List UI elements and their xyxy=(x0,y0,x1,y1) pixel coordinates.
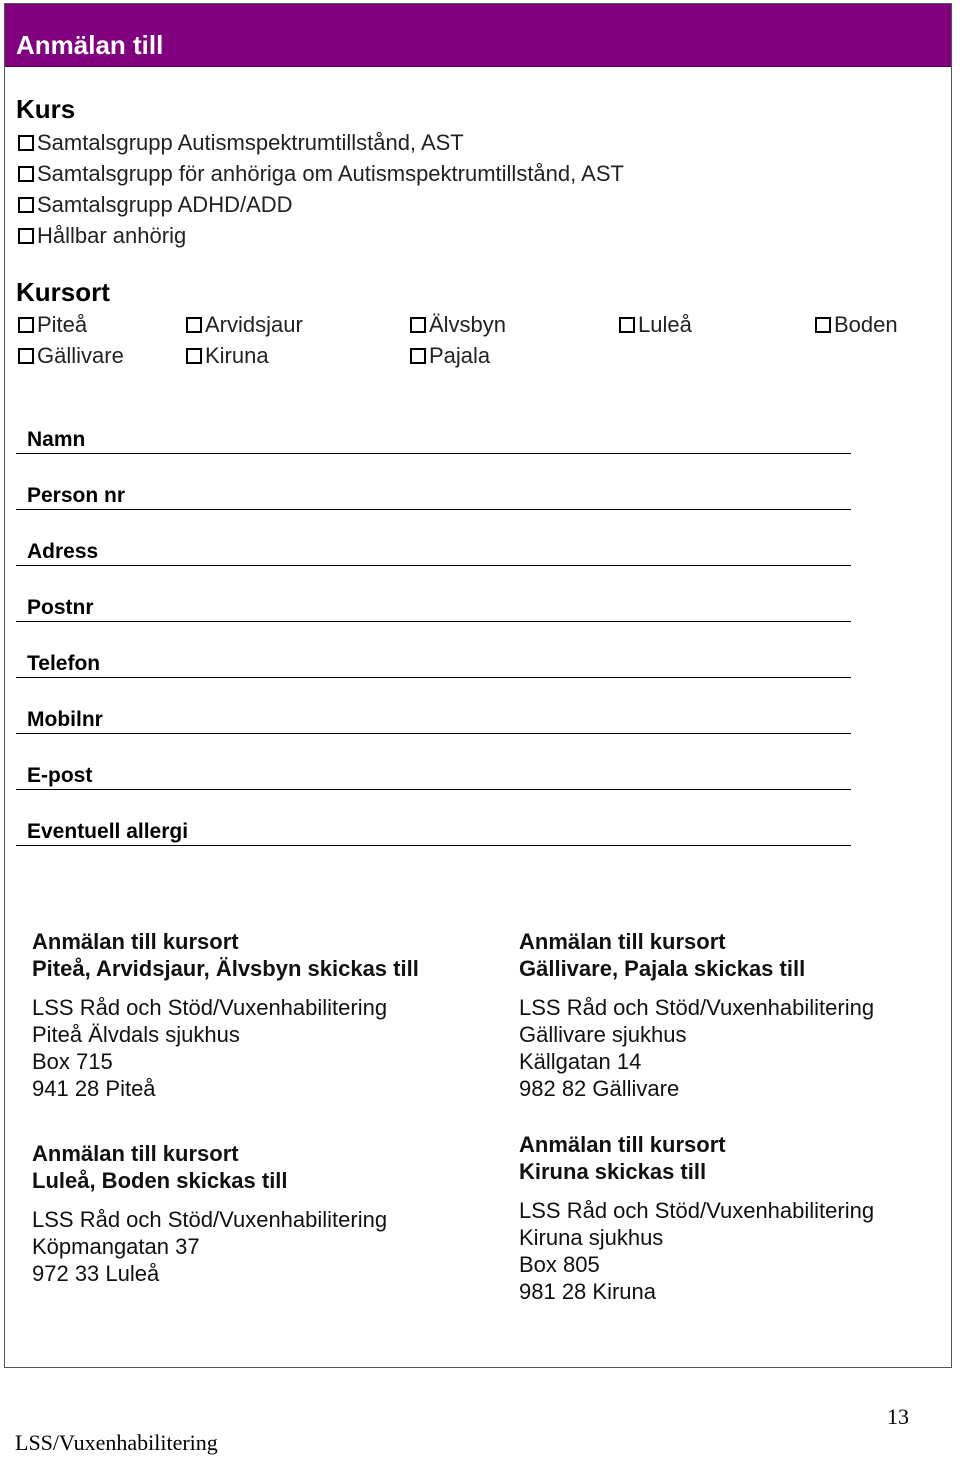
address-block-lulea xyxy=(32,1140,387,1287)
address-heading: Anmälan till kursort xyxy=(32,929,239,954)
header-bar xyxy=(5,4,951,67)
address-heading: Piteå, Arvidsjaur, Älvsbyn skickas till xyxy=(32,956,419,981)
kurs-heading: Kurs xyxy=(16,94,76,124)
field-label: Namn xyxy=(27,428,86,451)
field-label: Postnr xyxy=(27,596,94,619)
kursort-option-kiruna[interactable] xyxy=(186,343,269,369)
address-line: LSS Råd och Stöd/Vuxenhabilitering xyxy=(519,995,875,1020)
kurs-option-label: Samtalsgrupp för anhöriga om Autismspektrumtillstånd, AST xyxy=(37,161,624,186)
mobilnr-field[interactable] xyxy=(16,709,851,734)
checkbox-icon[interactable] xyxy=(815,317,831,333)
field-label: Person nr xyxy=(27,484,126,507)
kursort-heading: Kursort xyxy=(16,277,110,307)
address-block-pitea xyxy=(32,928,419,1102)
address-line: Gällivare sjukhus xyxy=(519,1022,687,1047)
field-label: Adress xyxy=(27,540,99,563)
checkbox-icon[interactable] xyxy=(18,135,34,151)
kursort-option-alvsbyn[interactable] xyxy=(410,312,506,338)
address-line: LSS Råd och Stöd/Vuxenhabilitering xyxy=(519,1198,875,1223)
kursort-option-label: Gällivare xyxy=(37,343,124,368)
postnr-field[interactable] xyxy=(16,597,851,622)
address-line: Köpmangatan 37 xyxy=(32,1234,200,1259)
kursort-option-label: Piteå xyxy=(37,312,88,337)
kursort-option-label: Arvidsjaur xyxy=(205,312,303,337)
address-line: 982 82 Gällivare xyxy=(519,1076,680,1101)
address-heading: Anmälan till kursort xyxy=(519,1132,726,1157)
checkbox-icon[interactable] xyxy=(18,317,34,333)
kursort-option-gallivare[interactable] xyxy=(18,343,124,369)
address-line: Box 715 xyxy=(32,1049,113,1074)
page-title: Anmälan till xyxy=(16,30,164,60)
person-nr-field[interactable] xyxy=(16,485,851,510)
telefon-field[interactable] xyxy=(16,653,851,678)
kursort-option-pajala[interactable] xyxy=(410,343,490,369)
address-heading: Luleå, Boden skickas till xyxy=(32,1168,288,1193)
adress-field[interactable] xyxy=(16,541,851,566)
page-number: 13 xyxy=(887,1404,909,1429)
allergi-field[interactable] xyxy=(16,821,851,846)
field-label: Telefon xyxy=(27,652,101,675)
address-line: LSS Råd och Stöd/Vuxenhabilitering xyxy=(32,1207,388,1232)
address-block-gallivare xyxy=(519,928,874,1102)
checkbox-icon[interactable] xyxy=(410,317,426,333)
checkbox-icon[interactable] xyxy=(18,228,34,244)
kurs-option-label: Samtalsgrupp ADHD/ADD xyxy=(37,192,293,217)
address-line: Piteå Älvdals sjukhus xyxy=(32,1022,240,1047)
address-heading: Gällivare, Pajala skickas till xyxy=(519,956,806,981)
checkbox-icon[interactable] xyxy=(18,166,34,182)
kursort-option-lulea[interactable] xyxy=(619,312,692,338)
field-label: E-post xyxy=(27,764,93,787)
form-frame xyxy=(4,3,952,1368)
field-label: Eventuell allergi xyxy=(27,820,189,843)
kursort-option-pitea[interactable] xyxy=(18,312,87,338)
kursort-option-label: Kiruna xyxy=(205,343,269,368)
address-line: Box 805 xyxy=(519,1252,600,1277)
address-line: Kiruna sjukhus xyxy=(519,1225,664,1250)
kursort-option-label: Pajala xyxy=(429,343,491,368)
kurs-option-label: Hållbar anhörig xyxy=(37,223,187,248)
kursort-option-arvidsjaur[interactable] xyxy=(186,312,303,338)
address-heading: Kiruna skickas till xyxy=(519,1159,707,1184)
kurs-option-ast[interactable] xyxy=(18,130,464,156)
namn-field[interactable] xyxy=(16,429,851,454)
address-line: LSS Råd och Stöd/Vuxenhabilitering xyxy=(32,995,388,1020)
field-label: Mobilnr xyxy=(27,708,103,731)
address-heading: Anmälan till kursort xyxy=(519,929,726,954)
kursort-option-label: Älvsbyn xyxy=(429,312,507,337)
checkbox-icon[interactable] xyxy=(18,197,34,213)
kursort-option-boden[interactable] xyxy=(815,312,898,338)
address-block-kiruna xyxy=(519,1131,874,1305)
checkbox-icon[interactable] xyxy=(410,348,426,364)
checkbox-icon[interactable] xyxy=(186,317,202,333)
address-heading: Anmälan till kursort xyxy=(32,1141,239,1166)
kurs-option-anhoriga-ast[interactable] xyxy=(18,161,624,187)
kurs-option-hallbar[interactable] xyxy=(18,223,186,249)
epost-field[interactable] xyxy=(16,765,851,790)
kurs-option-label: Samtalsgrupp Autismspektrumtillstånd, AST xyxy=(37,130,464,155)
address-line: Källgatan 14 xyxy=(519,1049,642,1074)
checkbox-icon[interactable] xyxy=(186,348,202,364)
footer-text: LSS/Vuxenhabilitering xyxy=(15,1430,218,1455)
address-line: 981 28 Kiruna xyxy=(519,1279,656,1304)
checkbox-icon[interactable] xyxy=(18,348,34,364)
kursort-option-label: Luleå xyxy=(638,312,692,337)
kurs-option-adhd[interactable] xyxy=(18,192,293,218)
kursort-option-label: Boden xyxy=(834,312,898,337)
address-line: 941 28 Piteå xyxy=(32,1076,156,1101)
checkbox-icon[interactable] xyxy=(619,317,635,333)
address-line: 972 33 Luleå xyxy=(32,1261,160,1286)
